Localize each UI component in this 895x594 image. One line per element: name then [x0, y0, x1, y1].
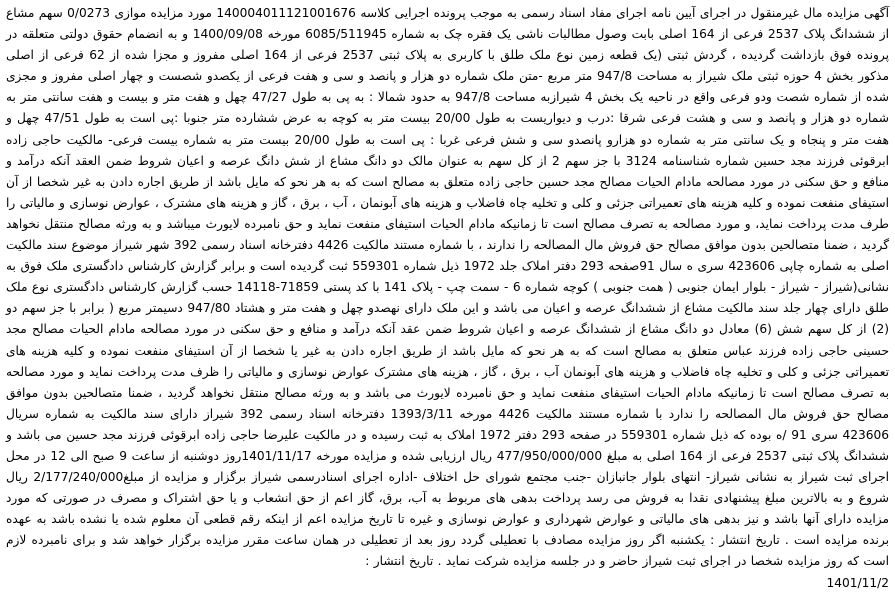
notice-body-text: آگهی مزایده مال غیرمنقول در اجرای آیین نامه اجرای مفاد اسناد رسمی به موجب پرونده اجرایی کلاسه 140004011121001676 مورد مزایده موازی 0/0273 سهم مشاع از ششدانگ پلاک 2537 فرعی از 164 اصلی بابت وصول مطالبات ناشی یک فقره چک به شماره 6085/511945 مورخه 1400/09/08 و به انضمام حقوق دولتی متعلقه در پرونده فوق بازداشت گردیده ، گردش ثبتی (یک قطعه زمین نوع ملک طلق با کاربری به پلاک ثبتی 2537 فرعی از 164 اصلی مفروز و مجزا شده از 62 فرعی از اصلی مذکور بخش 4 حوزه ثبتی ملک شیراز به مساحت 947/8 متر مربع -متن ملک شماره دو هزار و پانصد و سی و هفت فرعی از یکصدو شصست و چهار اصلی مفروز و مجزی شده از شماره شصت ودو فرعی واقع در ناحیه یک بخش 4 شیرازبه مساحت 947/8 به حدود شمالا : به پی به طول 47/27 چهل و هفت متر و بیست و هفت سانتی متر به شماره دو هزار و پانصد و سی و هشت فرعی شرقا :درب و دیواریست به طول 20/00 بیست متر به کوچه به عرض ششارده متر جنوبا :پی است به طول 47/51 چهل و هفت متر و پنجاه و یک سانتی متر به شماره دو هزارو پانصدو سی و شش فرعی غربا : پی است به طول 20/00 بیست متر به شماره بیست فرعی- مالکیت حاجی زاده ابرقوئی فرزند مجد حسین شماره شناسنامه 3124 با جز سهم 2 از کل سهم به عنوان مالک دو دانگ مشاع از شش دانگ عرصه و اعیان شروط ضمن العقد آنکه درآمد و منافع و حق سکنی در مورد مصالحه مادام الحیات مصالح مجد حسین حاجی زاده متعلق به مصالح است که به هر نحو که مایل باشد از طریق اجاره دادن به غیر شخصا از آن استیفای منفعت نموده و کلیه هزینه های تعمیراتی جزئی و کلی و تخلیه چاه فاضلاب و هزینه های آبونمان ، آب ، برق ، گاز و هزینه های مشترک ، عوارض نوسازی و مالیاتی را طرف مدت پرداخت نماید، و مورد مصالحه به تصرف مصالح است تا زمانیکه مادام الحیات استیفای منفعت نماید و حق نامبرده لایورث میباشد و به ورثه مصالح منتقل نخواهد گردید ، ضمنا متصالحین بدون موافق مصالح حق فروش مال المصالحه را ندارند ، با شماره مستند مالکیت 4426 دفترخانه اسناد رسمی 392 شهر شیراز موضوع سند مالکیت اصلی به شماره چاپی 423606 سری ه سال 91صفحه 293 دفتر املاک جلد 1972 ذیل شماره 559301 ثبت گردیده است و برابر گزارش کارشناس دادگستری ملک فوق به نشانی(شیراز - شیراز - بلوار ایمان جنوبی ( همت جنوبی ) کوچه شماره 6 - سمت چپ - پلاک 141 با کد پستی 71859-14118 حسب گزارش کارشناس دادگستری نوع ملک طلق دارای چهار جلد سند مالکیت مشاع از ششدانگ عرصه و اعیان می باشد و این ملک دارای نهصدو چهل و هفت متر و هشتاد 947/80 دسیمتر مربع ( برابر با جز سهم دو (2) از کل سهم شش (6) معادل دو دانگ مشاع از ششدانگ عرصه و اعیان شروط ضمن عقد آنکه درآمد و منافع و حق سکنی در مورد مصالحه مادام الحیات مصالح مجد حسینی حاجی زاده فرزند عباس متعلق به مصالح است که به هر نحو که مایل باشد از طریق اجاره دادن به غیر یا شخصا از آن استیفای منفعت نموده و کلیه هزینه های تعمیراتی جزئی و کلی و تخلیه چاه فاضلاب و هزینه های آبونمان آب ، برق ، گاز ، هزینه های مشترک عوارض نوسازی و مالیاتی را ظرف مدت پرداخت نماید و مورد مصالحه به تصرف مصالح است تا زمانیکه مادام الحیات استیفای منفعت نماید و حق نامبرده لایورث می باشد و به ورثه مصالح منتقل نخواهد گردید ، ضمنا متصالحین بدون موافق مصالح حق فروش مال المصالحه را ندارد با شماره مستند مالکیت 4426 مورخه 1393/3/11 دفترخانه اسناد رسمی 392 شیراز دارای سند مالکیت به شماره سریال 423606 سری 91 /ه بوده که ذیل شماره 559301 در صفحه 293 دفتر 1972 املاک به ثبت رسیده و در مالکیت علیرضا حاجی زاده ابرقوئی فرزند مجد حسین می باشد و ششدانگ پلاک ثبتی 2537 فرعی از 164 اصلی به مبلغ 477/950/000/000 ریال ارزیابی شده و مزایده مورخه 1401/11/17روز دوشنبه از ساعت 9 صبح الی 12 در محل اجرای ثبت شیراز به نشانی شیراز- انتهای بلوار جانبازان -جنب مجتمع شورای حل اختلاف -اداره اجرای اسنادرسمی شیراز برگزار و مزایده از مبلغ2/177/240/000 ریال شروع و به بالاترین مبلغ پیشنهادی نقدا به فروش می رسد پرداخت بدهی های مربوط به آب، برق، گاز اعم از حق انشعاب و یا حق اشتراک و مصرف در صورتی که مورد مزایده دارای آنها باشد و نیز بدهی های مالیاتی و عوارض شهرداری و عوارض نوسازی و غیره تا تاریخ مزایده اعم از اینکه رقم قطعی آن معلوم شده یا نشده باشد به عهده برنده مزایده است . تاریخ انتشار : یکشنبه اگر روز مزایده مصادف با تعطیلی گردد روز بعد از تعطیلی در همان ساعت مقرر مزایده برگزار خواهد شد و برای نامبرده لازم است که روز مزایده شخصا در اجرای ثبت شیراز حاضر و در جلسه مزایده شرکت نماید . تاریخ انتشار : — [6, 6, 890, 569]
publication-date: 1401/11/2 — [826, 575, 889, 590]
